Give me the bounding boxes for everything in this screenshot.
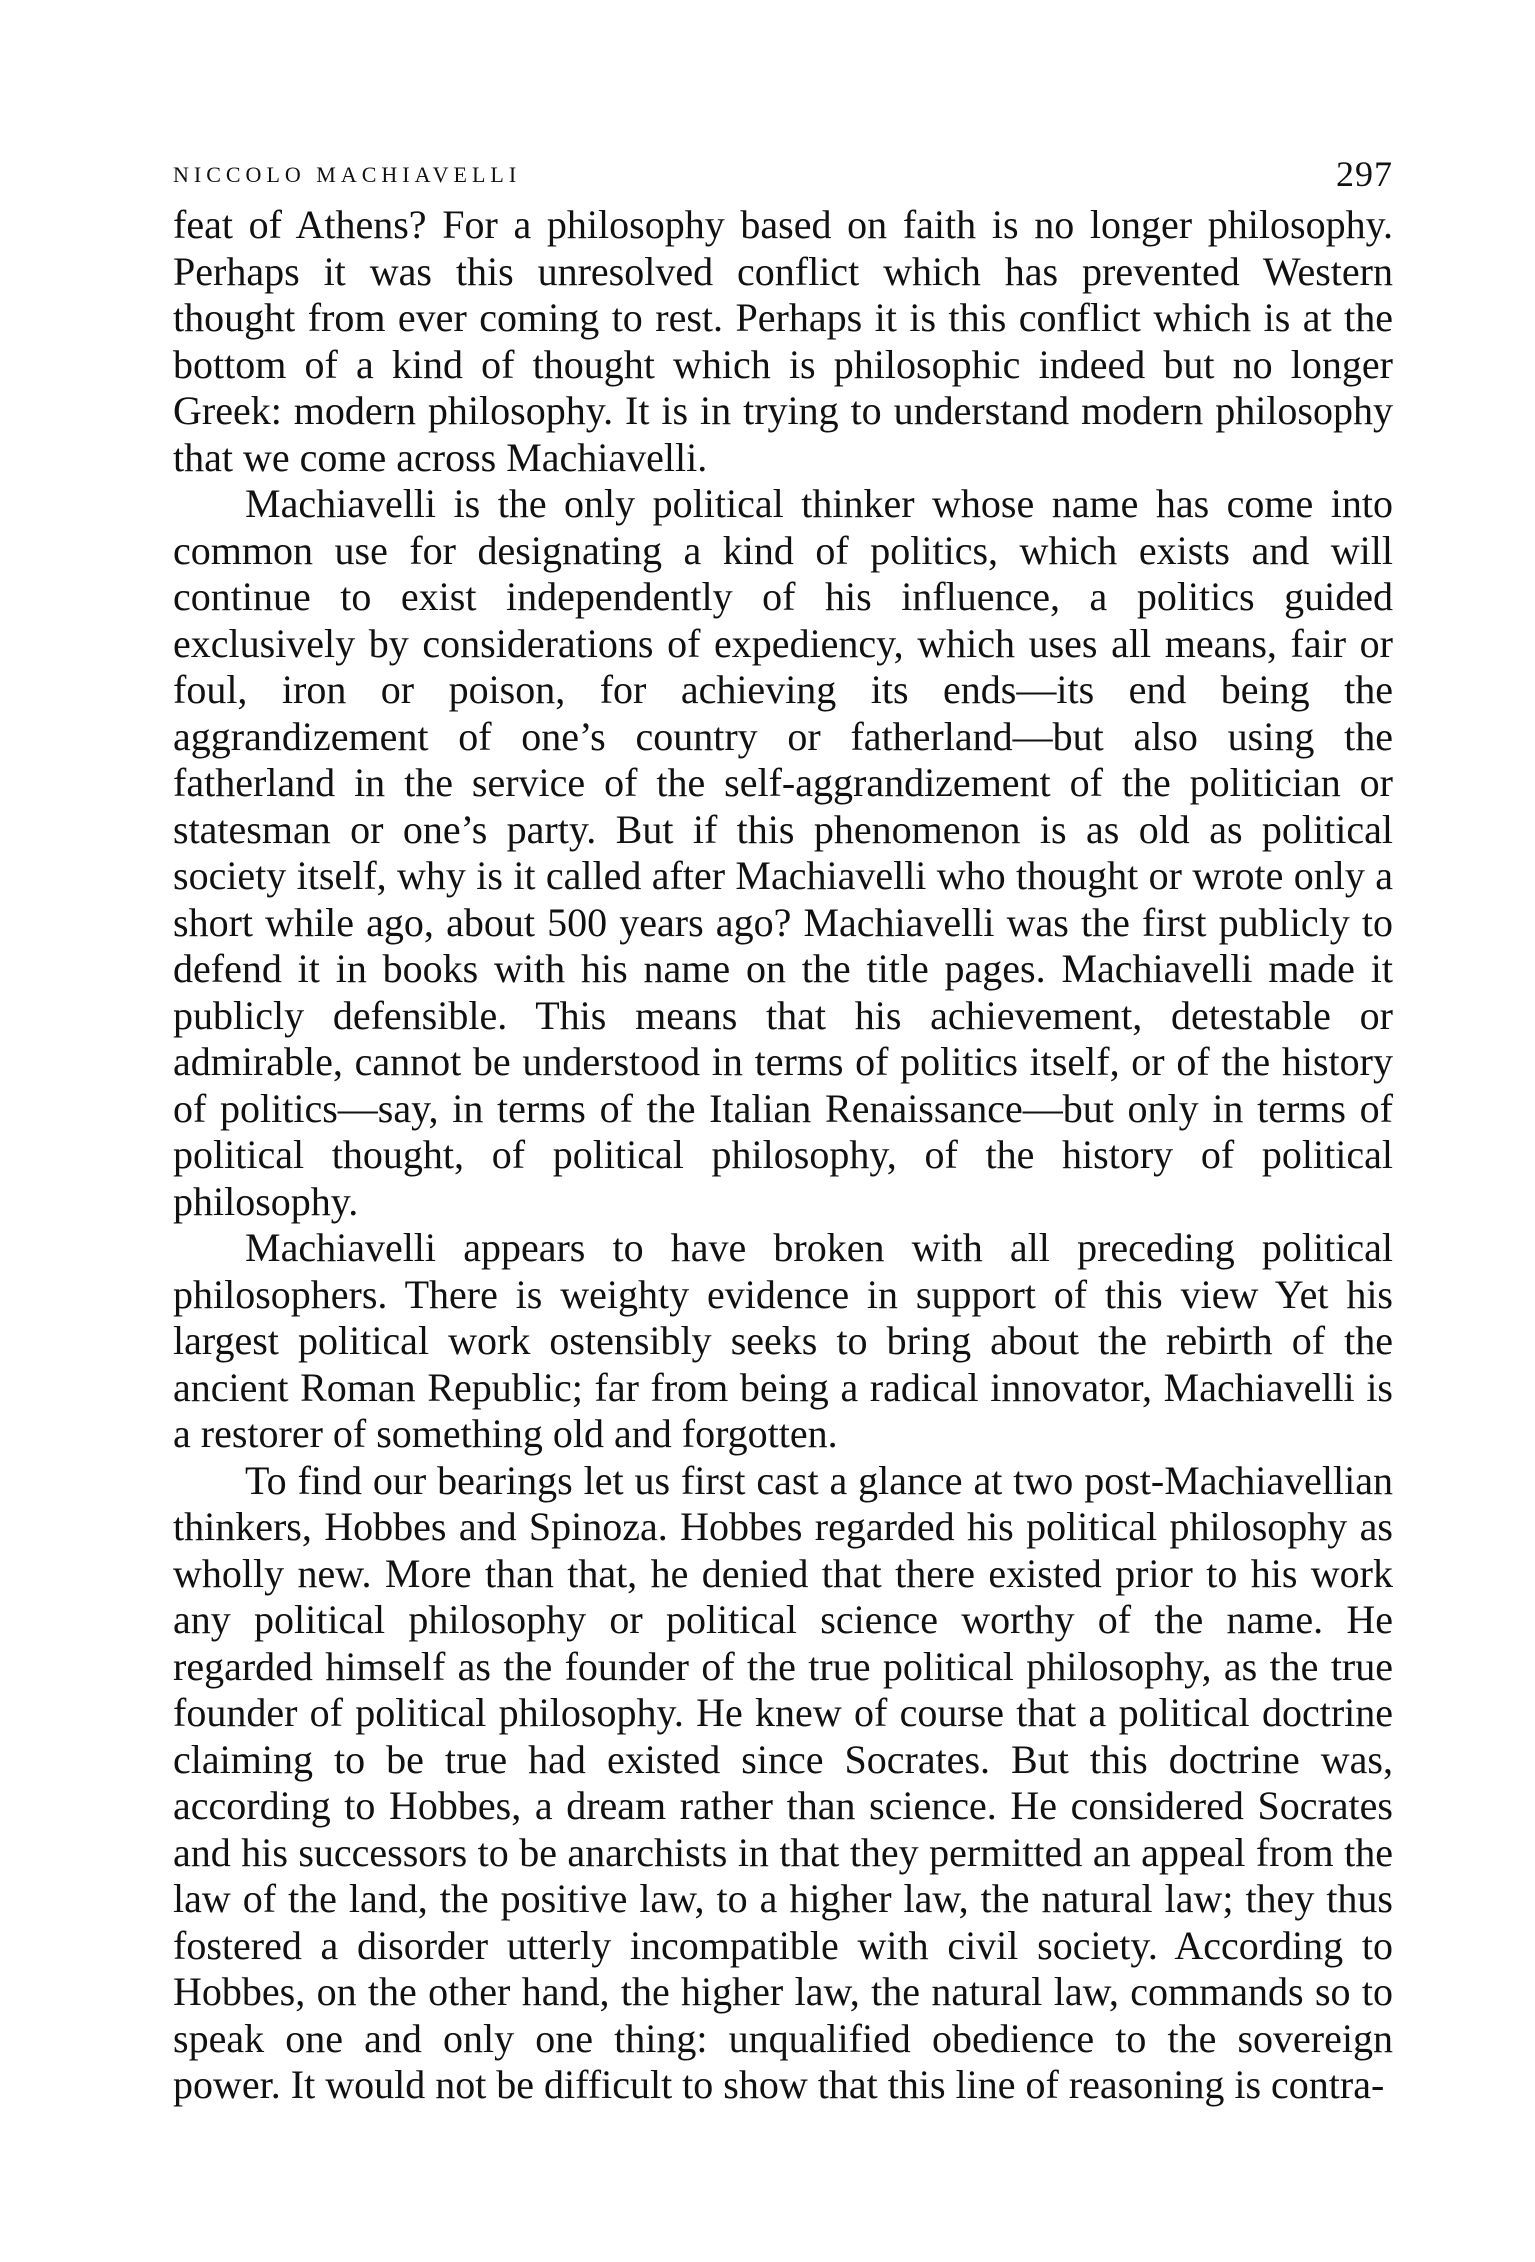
paragraph: feat of Athens? For a philosophy based on faith is no longer philosophy. Perhaps it was this unresolved conflict which has prevented Western thought from ever coming to rest. Perhaps it is this conflict which is at the bottom of a kind of thought which is philosophic indeed but no longer Greek: modern philosophy. It is in trying to understand modern philosophy that we come across Machiavelli. (173, 202, 1393, 480)
running-head (173, 150, 1393, 200)
page-number: 297 (1336, 154, 1393, 194)
paragraph: Machiavelli appears to have broken with all preceding political philosophers. There is weighty evidence in support of this view Yet his largest political work ostensibly seeks to bring about the rebirth of the ancient Roman Republic; far from being a radical innovator, Machiavelli is a restorer of something old and forgotten. (173, 1225, 1393, 1456)
paragraph: To find our bearings let us first cast a glance at two post-Machiavellian thinkers, Hobbes and Spinoza. Hobbes regarded his political philosophy as wholly new. More than that, he denied that there existed prior to his work any political philosophy or political science worthy of the name. He regarded himself as the founder of the true political philosophy, as the true founder of political philosophy. He knew of course that a political doctrine claiming to be true had existed since Socrates. But this doctrine was, according to Hobbes, a dream rather than science. He considered Socrates and his successors to be anarchists in that they permitted an appeal from the law of the land, the positive law, to a higher law, the natural law; they thus fostered a disorder utterly incompatible with civil society. According to Hobbes, on the other hand, the higher law, the natural law, commands so to speak one and only one thing: unqualified obedience to the sovereign power. It would not be difficult to show that this line of reasoning is contra- (173, 1457, 1393, 2107)
paragraph: Machiavelli is the only political thinker whose name has come into common use for designating a kind of politics, which exists and will continue to exist independently of his influence, a politics guided exclusively by considerations of expediency, which uses all means, fair or foul, iron or poison, for achieving its ends—its end being the aggrandizement of one’s country or fatherland—but also using the fatherland in the service of the self-aggrandizement of the politician or statesman or one’s party. But if this phenomenon is as old as political society itself, why is it called after Machiavelli who thought or wrote only a short while ago, about 500 years ago? Machiavelli was the first publicly to defend it in books with his name on the title pages. Machiavelli made it publicly defensible. This means that his achievement, detestable or admirable, cannot be understood in terms of politics itself, or of the history of politics—say, in terms of the Italian Renaissance—but only in terms of political thought, of political philosophy, of the history of political philosophy. (173, 481, 1393, 1224)
running-title: NICCOLO MACHIAVELLI (173, 162, 522, 187)
body-text (173, 202, 1393, 2109)
